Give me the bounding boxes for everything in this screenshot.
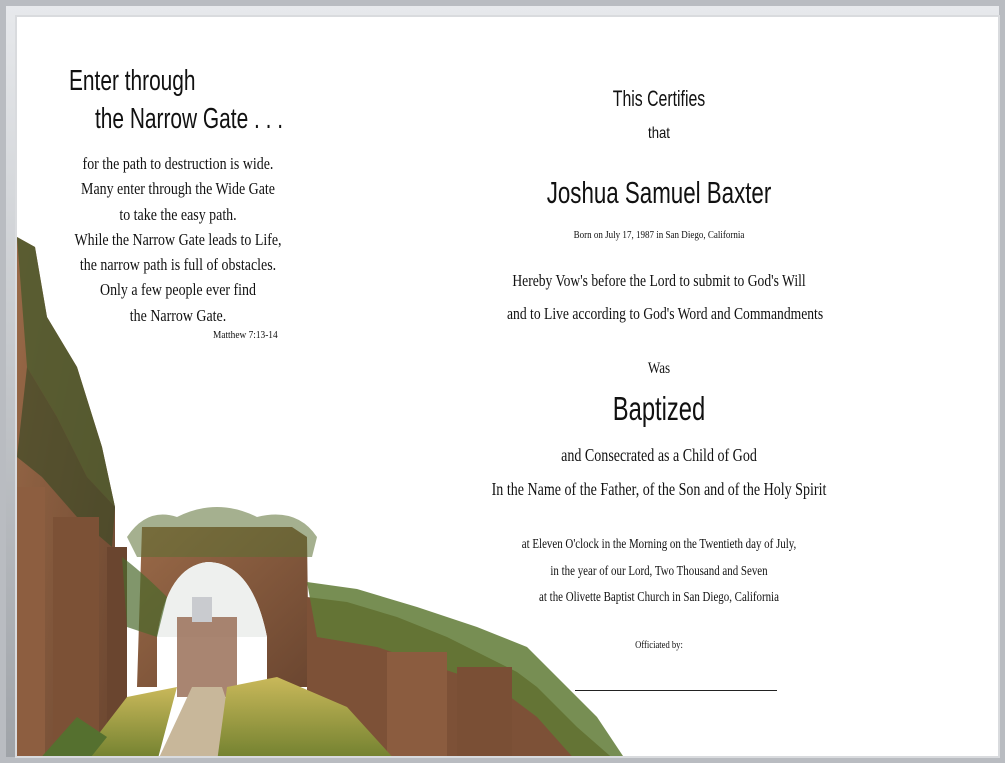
verse-title-line1: Enter through [69,65,196,97]
verse-line: to take the easy path. [119,204,237,224]
vow-line1: Hereby Vow's before the Lord to submit to God's Will [512,271,806,290]
signature-line [575,690,777,691]
verse-title-line2: the Narrow Gate . . . [95,103,283,135]
birth-details: Born on July 17, 1987 in San Diego, California [573,229,745,241]
verse-reference: Matthew 7:13-14 [213,329,278,341]
verse-line: for the path to destruction is wide. [82,154,274,173]
verse-line: Only a few people ever find [99,280,256,300]
certifies-heading: This Certifies [612,86,706,111]
vow-line2: and to Live according to God's Word and Commandments [507,304,824,323]
verse-line: the narrow path is full of obstacles. [79,255,277,275]
verse-body [43,151,313,328]
ceremony-time-line1: at Eleven O'clock in the Morning on the Twentieth day of July, [521,537,797,552]
consecrated-line1: and Consecrated as a Child of God [561,445,757,465]
was-text: Was [647,360,671,377]
certificate-page [15,15,1000,758]
that-text: that [648,125,670,142]
consecrated-line2: In the Name of the Father, of the Son and of the Holy Spirit [491,479,827,499]
ceremony-time-line2: in the year of our Lord, Two Thousand and Seven [550,564,768,579]
ceremony-location: at the Olivette Baptist Church in San Diego, California [539,590,779,605]
verse-line: While the Narrow Gate leads to Life, [74,229,282,249]
recipient-name: Joshua Samuel Baxter [546,175,772,210]
baptized-heading: Baptized [612,390,706,427]
verse-line: the Narrow Gate. [129,305,227,325]
officiated-by-label: Officiated by: [635,639,683,651]
verse-line: Many enter through the Wide Gate [81,179,275,199]
